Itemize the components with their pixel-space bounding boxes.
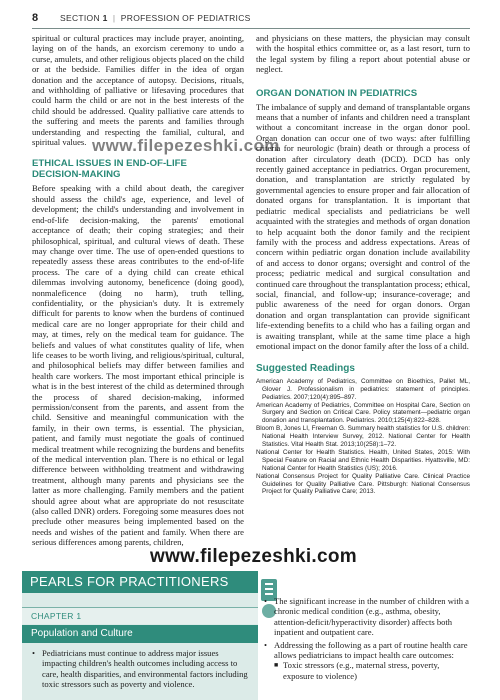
suggested-readings-heading: Suggested Readings <box>256 363 355 375</box>
organ-donation-paragraph: The imbalance of supply and demand of transplantable organs means that a number of infants and children need a transplant without a concomitant increase in the organ donor pool. Organ donation can occur one of two ways: after fulfilling criteria for neurologic (brain) death or through a process of donation after circulatory death (DCD). DCD has only recently gained acceptance in pediatrics. Organ procurement, donation, and transplantation are strictly regulated by governmental agencies to ensure proper and fair allocation of donated organs for transplantation. It is important that pediatric medical specialists and pediatricians be well acquainted with the strategies and methods of organ donation to help acquaint both the donor family and the recipient family with the process and address expectations. Areas of concern within pediatric organ donation include availability of and access to donor organs; oversight and control of the process; pediatric medical and surgical consultation and continued care throughout the transplantation process; ethical, social, financial, and follow-up; insurance-coverage; and public awareness of the need for organ donors. Organ donation and organ transplantation can provide significant life-extending benefits to a child who has a failing organ and is awaiting transplant, while at the same time place a high emotional impact on the donor family after the loss of a child. <box>256 101 470 351</box>
left-column <box>32 33 244 548</box>
ethical-paragraph: Before speaking with a child about death, the caregiver should assess the child's age, experience, and level of development; the child's understanding and involvement in end-of-life decision-making, the parents' emotional acceptance of death; their coping strategies; and their philosophical, spiritual, and cultural views of death. These may change over time. The use of open-ended questions to repeatedly assess these areas contributes to the end-of-life process. The care of a dying child can create ethical dilemmas involving autonomy, beneficence (doing good), nonmaleficence (doing no harm), truth telling, confidentiality, or the physician's duty. It is extremely difficult for parents to know when the burdens of continued medical care are no longer appropriate for their child and may, at times, rely on the medical team for guidance. The beliefs and values of what constitutes quality of life, when life ceases to be worth living, and religious/spiritual, cultural, and philosophical beliefs may differ between families and health care workers. The most important ethical principle is what is in the best interest of the child as determined through the process of shared decision-making, informed permission/consent from the parents, and assent from the child. Sensitive and meaningful communication with the family, in their own terms, is essential. The physician, patient, and family must negotiate the goals of continued medical treatment while recognizing the burdens and benefits of the medical intervention plan. There is no ethical or legal difference between withholding treatment and withdrawing treatment, although many parents and physicians see the latter as more challenging. Family members and the patient should agree about what are appropriate do not resuscitate (also called DNR) orders. Foregoing some measures does not preclude other measures being implemented based on the needs and wishes of the patient and family. When there are serious differences among parents, children, <box>32 183 244 548</box>
reference-item: American Academy of Pediatrics, Committee on Hospital Care, Section on Surgery and Section on Critical Care. Policy statement—pediatric organ donation and transplantation. Pediatrics. 2010;125(4):822–828. <box>256 401 470 425</box>
pearl-sub-bullet-1-text: Toxic stressors (e.g., maternal stress, poverty, exposure to violence) <box>283 660 440 681</box>
ethical-heading-line2: DECISION-MAKING <box>32 169 121 181</box>
reference-item: National Center for Health Statistics. Health, United States, 2015: With Special Feature on Racial and Ethnic Health Disparities. Hyattsville, MD: National Center for Health Statistics (US); 2016. <box>256 448 470 472</box>
spiritual-paragraph: spiritual or cultural practices may include prayer, anointing, laying on of the hands, an exorcism ceremony to undo a curse, amulets, and other religious objects placed on the child or at the bedside. Families differ in the idea of organ donation and the acceptance of autopsy. Decisions, rituals, and withholding of palliative or lifesaving procedures that could harm the child or are not in the best interests of the child should be addressed. Quality palliative care attends to the suffering and meets the parents and families through understanding and respecting the familial, cultural, and spiritual values. <box>32 33 244 148</box>
running-header: SECTION 1 | PROFESSION OF PEDIATRICS <box>60 13 251 23</box>
pearl-sub-bullet-1: ■ Toxic stressors (e.g., maternal stress, poverty, exposure to violence) <box>274 660 472 681</box>
header-rule <box>32 28 470 29</box>
section-label: SECTION <box>60 13 100 23</box>
section-title: PROFESSION OF PEDIATRICS <box>120 13 251 23</box>
chapter-title-bar <box>22 625 258 643</box>
pearl-bullet-1-text: Pediatricians must continue to address major issues impacting children's health outcomes including access to care, health disparities, and environmental factors including toxic stressors such as poverty and violence. <box>42 648 248 690</box>
pearl-bullet-2: • The significant increase in the number of children with a chronic medical condition (e.g., asthma, obesity, attention-deficit/hyperactivity disorder) affects both inpatient and outpatient care. <box>264 596 472 638</box>
organ-donation-heading: ORGAN DONATION IN PEDIATRICS <box>256 87 418 99</box>
pearl-bullet-1: • Pediatricians must continue to address major issues impacting children's health outcomes including access to care, health disparities, and environmental factors including toxic stressors such as poverty and violence. <box>32 648 252 690</box>
pearl-bullet-2-text: The significant increase in the number of children with a chronic medical condition (e.g., asthma, obesity, attention-deficit/hyperactivity disorder) affects both inpatient and outpatient care. <box>274 596 469 638</box>
chapter-bar <box>22 607 258 624</box>
watermark-bottom: www.filepezeshki.com <box>150 546 357 567</box>
pearls-title: PEARLS FOR PRACTITIONERS <box>30 574 229 589</box>
watermark-center: www.filepezeshki.com <box>92 136 280 155</box>
ethical-issues-heading <box>32 158 244 180</box>
reference-item: American Academy of Pediatrics, Committee on Bioethics, Pallet ML, Glover J. Professionalism in pediatrics: statement of principles. Pediatrics. 2007;120(4):895–897. <box>256 377 470 401</box>
pearl-bullet-3-text: Addressing the following as a part of routine health care allows pediatricians to impact health care outcomes: <box>274 639 468 661</box>
pearls-right-column <box>264 596 472 681</box>
section-number: 1 <box>102 13 108 23</box>
physician-paragraph: and physicians on these matters, the physician may consult with the hospital ethics committee or, as a last resort, turn to the legal system by filing a report about potential abuse or neglect. <box>256 33 470 75</box>
chapter-title: Population and Culture <box>31 628 133 639</box>
right-column <box>256 33 470 496</box>
ethical-heading-line1: ETHICAL ISSUES IN END-OF-LIFE <box>32 158 187 170</box>
reference-item: Bloom B, Jones LI, Freeman G. Summary health statistics for U.S. children: National Health Interview Survey, 2012. National Center for Health Statistics. Vital Health Stat. 2013;10(258):1–72. <box>256 425 470 449</box>
pearl-bullet-3: • Addressing the following as a part of routine health care allows pediatricians to impact health care outcomes: <box>264 640 472 661</box>
pearls-title-bar <box>22 571 258 593</box>
page-number: 8 <box>32 12 39 24</box>
chapter-label: CHAPTER 1 <box>31 611 82 621</box>
reference-item: National Consensus Project for Quality Palliative Care. Clinical Practice Guidelines for Quality Palliative Care. Pittsburgh: National Consensus Project for Quality Palliative Care; 2013. <box>256 472 470 496</box>
